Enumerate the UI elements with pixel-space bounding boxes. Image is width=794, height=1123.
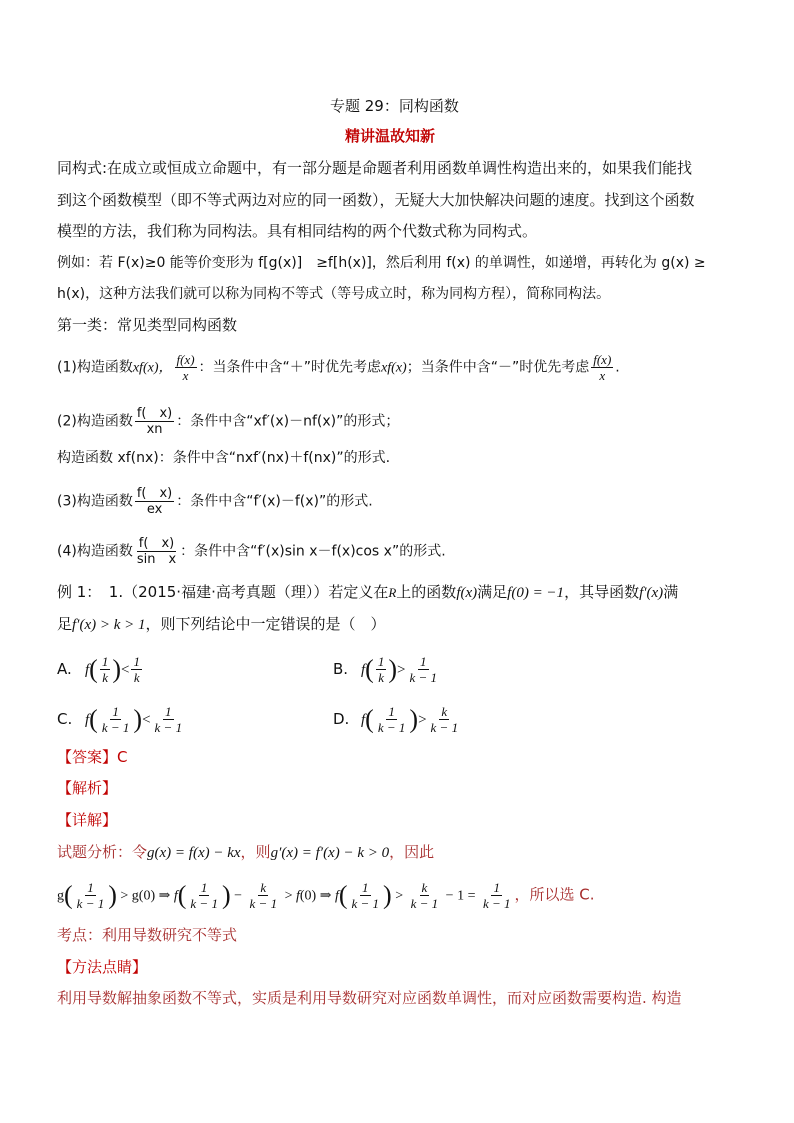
solution-g-def: g(x) = f(x) − kx	[147, 845, 241, 861]
option-b: B. f( $\frac{1}{k}$ )> $\frac{1}{k - 1}$	[333, 654, 438, 685]
frac-numerator: f(x)	[593, 352, 612, 367]
fraction-fx-over-xn	[135, 406, 174, 437]
section-subtitle: 精讲温故知新	[345, 127, 436, 145]
item-2-prefix: (2)构造函数	[57, 413, 133, 430]
solution-intro: 试题分析：令	[57, 843, 148, 861]
option-b-label: B.	[333, 660, 349, 678]
solution-line-2: g( $\frac{1}{k - 1}$ ) > g(0) ⇒ f( $\frac{1}{k - 1}$ ) − $\frac{k}{k - 1}$ > f(0) ⇒ f( $\frac{1}{k - 1}$ ) > $\frac{k}{k - 1}$ − 1 = $\frac{1}{k - 1}$ ，所以选 C.	[57, 880, 595, 911]
item-3-text: ：条件中含“f′(x)－f(x)”的形式.	[176, 493, 373, 510]
example-1-text: 足	[57, 615, 73, 633]
frac-numerator: f( x)	[136, 486, 173, 501]
item-3-prefix: (3)构造函数	[57, 493, 133, 510]
solution-conclusion: ，所以选 C.	[514, 885, 595, 904]
example-1-fpx: f′(x)	[639, 585, 664, 601]
example-1-question: ，则下列结论中一定错误的是（ ）	[145, 615, 386, 633]
item-1	[57, 352, 620, 383]
frac-denominator: sin x	[136, 552, 177, 567]
item-2-text: ：条件中含“xf′(x)－nf(x)”的形式；	[176, 413, 400, 430]
item-1-end: .	[615, 359, 620, 376]
example-1-text: 上的函数	[396, 583, 457, 601]
item-1-xfx: xf(x)，	[132, 360, 173, 376]
frac-denominator: xn	[146, 422, 163, 437]
fraction-fx-over-x-2	[591, 352, 613, 383]
item-1-text2: ；当条件中含“－”时优先考虑	[406, 359, 590, 376]
item-4	[57, 536, 446, 567]
example-1-f0: f(0) = −1	[507, 585, 565, 601]
frac-numerator: f(x)	[176, 352, 195, 367]
example-1-line-1	[57, 582, 678, 603]
item-4-prefix: (4)构造函数	[57, 543, 133, 560]
option-c-label: C.	[57, 710, 73, 728]
item-2	[57, 406, 399, 437]
option-a: A. f( $\frac{1}{k}$ )< $\frac{1}{k}$	[57, 654, 140, 685]
item-2b: 构造函数 xf(nx)：条件中含“nxf′(nx)＋f(nx)”的形式.	[57, 450, 391, 466]
page-title: 专题 29：同构函数	[330, 97, 459, 115]
option-d: D. f( $\frac{1}{k - 1}$ )> $\frac{k}{k - 1}$	[333, 704, 459, 735]
option-a-label: A.	[57, 660, 72, 678]
frac-denominator: ex	[146, 502, 163, 517]
solution-text: ，则	[240, 843, 271, 861]
item-1-prefix: (1)构造函数	[57, 359, 133, 376]
kaodian-line: 考点：利用导数研究不等式	[57, 926, 238, 944]
solution-text: ，因此	[389, 843, 435, 861]
frac-numerator: f( x)	[136, 406, 173, 421]
option-c: C. f( $\frac{1}{k - 1}$ )< $\frac{1}{k - 1}$	[57, 704, 183, 735]
example-1-fx: f(x)	[456, 585, 478, 601]
fraction-fx-over-sinx	[135, 536, 178, 567]
fraction-fx-over-ex	[135, 486, 174, 517]
example-1-condition: f′(x) > k > 1	[72, 617, 146, 633]
fraction-fx-over-x	[175, 352, 197, 383]
example-paragraph-line: h(x)，这种方法我们就可以称为同构不等式（等号成立时，称为同构方程），简称同构法。	[57, 286, 611, 302]
example-1-text: ，其导函数	[564, 583, 640, 601]
frac-denominator: x	[599, 368, 606, 383]
item-1-xfx2: xf(x)	[381, 360, 407, 376]
frac-numerator: f( x)	[138, 536, 175, 551]
solution-g-prime: g′(x) = f′(x) − k > 0	[270, 845, 390, 861]
example-1-line-2	[57, 614, 386, 635]
intro-paragraph-line: 模型的方法，我们称为同构法。具有相同结构的两个代数式称为同构式。	[57, 222, 538, 240]
example-1-intro: 例 1： 1.（2015·福建·高考真题（理））若定义在	[57, 583, 389, 601]
option-d-label: D.	[333, 710, 350, 728]
item-1-text: ：当条件中含“＋”时优先考虑	[198, 359, 382, 376]
example-paragraph-line: 例如：若 F(x)≥0 能等价变形为 f[g(x)] ≥f[h(x)]，然后利用 f(x) 的单调性，如递增，再转化为 g(x) ≥	[57, 255, 706, 271]
analysis-label: 【解析】	[57, 779, 118, 797]
example-1-text: 满足	[477, 583, 508, 601]
detail-label: 【详解】	[57, 811, 118, 829]
item-3	[57, 486, 373, 517]
intro-paragraph-line: 同构式:在成立或恒成立命题中，有一部分题是命题者利用函数单调性构造出来的，如果我们能找	[57, 159, 693, 177]
frac-denominator: x	[182, 368, 189, 383]
example-1-text: 满	[663, 583, 679, 601]
method-text: 利用导数解抽象函数不等式，实质是利用导数研究对应函数单调性，而对应函数需要构造. 构造	[57, 989, 682, 1007]
example-1-R: R	[388, 585, 397, 600]
method-label: 【方法点睛】	[57, 958, 148, 976]
solution-line-1	[57, 842, 434, 863]
category-heading: 第一类：常见类型同构函数	[57, 316, 238, 334]
answer-label: 【答案】C	[57, 748, 128, 766]
intro-paragraph-line: 到这个函数模型（即不等式两边对应的同一函数），无疑大大加快解决问题的速度。找到这个函数	[57, 191, 695, 209]
item-4-text: ：条件中含“f′(x)sin x－f(x)cos x”的形式.	[180, 543, 446, 560]
